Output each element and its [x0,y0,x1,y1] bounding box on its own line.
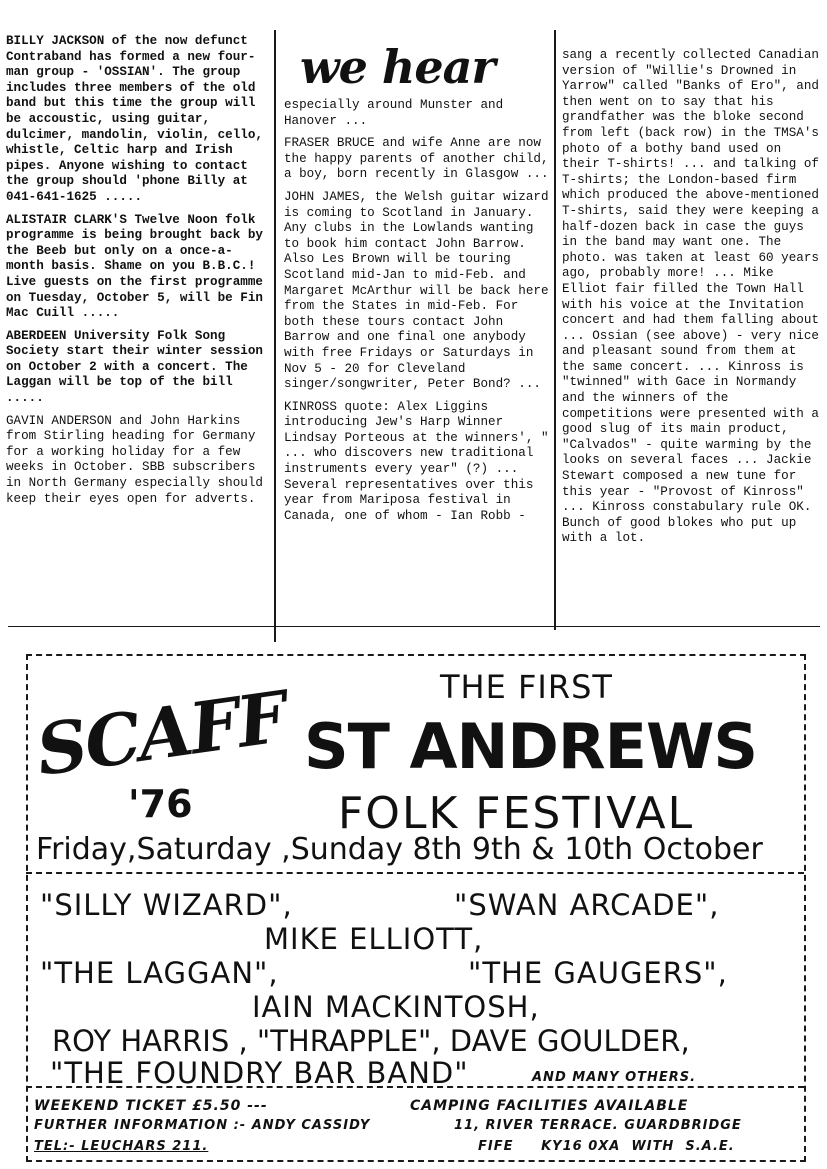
news-item-billy-jackson: BILLY JACKSON of the now defunct Contraband has formed a new four-man group - 'OSSIAN'. The group includes three members of the old band but this time the group will be accoustic, using guitar, dulcimer, mandolin, violin, cello, whistle, Celtic harp and Irish pipes. Anyone wishing to contact the group should 'phone Billy at 041-641-1625 ..... [6,34,263,204]
st-andrews-title: ST ANDREWS [304,710,758,783]
column-three [562,48,824,554]
festival-dates: Friday,Saturday ,Sunday 8th 9th & 10th October [36,832,763,867]
news-item-fraser-bruce: FRASER BRUCE and wife Anne are now the happy parents of another child, a boy, born recently in Glasgow ... [284,136,549,182]
contact-telephone: TEL:- LEUCHARS 211. [34,1139,209,1154]
act-silly-wizard: "SILLY WIZARD", [40,888,293,922]
column-one [6,34,270,514]
news-item-kinross: KINROSS quote: Alex Liggins introducing Jew's Harp Winner Lindsay Porteous at the winners', " ... who discovers new traditional instruments every year" (?) ... Several representatives over this year from Mariposa festival in Canada, one of whom - Ian Robb - [284,399,549,523]
news-item-gavin-anderson: GAVIN ANDERSON and John Harkins from Stirling heading for Germany for a working holiday for a few weeks in October. SBB subscribers in North Germany especially should keep their eyes open for adverts. [6,413,263,506]
the-first-label: THE FIRST [440,668,613,706]
year-label: '76 [128,782,193,826]
scaff-logo: SCAFF [31,675,291,792]
folk-festival-title: FOLK FESTIVAL [338,788,695,839]
we-hear-heading: we hear [300,40,495,94]
news-item-kinross-continued: sang a recently collected Canadian version of "Willie's Drowned in Yarrow" called "Banks of Ero", and then went on to say that his grandfather was the bloke second from left (back row) in the TMSA's photo of a bothy band used on their T-shirts! ... and talking of T-shirts; the London-based firm which produced the above-mentioned T-shirts, said they were keeping a half-dozen back in case the guys in the band may want one. The photo. was taken at least 60 years ago, probably more! ... Mike Elliot fair filled the Town Hall with his voice at the Invitation concert and had them falling about ... Ossian (see above) - very nice and pleasant sound from them at the same concert. ... Kinross is "twinned" with Gace in Normandy and the winners of the competitions were presented with a good slug of its main product, "Calvados" - quite warming by the looks on several faces ... Jackie Stewart composed a new tune for this year - "Provost of Kinross" ... Kinross constabulary rule OK. Bunch of good blokes who put up with a lot. [562,48,819,546]
poster-divider-top [26,872,804,874]
act-foundry-bar-band: "THE FOUNDRY BAR BAND" [50,1056,469,1090]
news-item-john-james: JOHN JAMES, the Welsh guitar wizard is coming to Scotland in January. Any clubs in the Lowlands wanting to book him contact John Barrow. Also Les Brown will be touring Scotland mid-Jan to mid-Feb. and Margaret McArthur will be back here from the States in mid-Feb. For both these tours contact John Barrow and one final one anybody with free Fridays or Saturdays in Nov 5 - 20 for Cleveland singer/songwriter, Peter Bond? ... [284,189,549,392]
news-item-munster: especially around Munster and Hanover ... [284,98,504,128]
news-item-alistair-clark: ALISTAIR CLARK'S Twelve Noon folk programme is being brought back by the Beeb but only on a once-a-month basis. Shame on you B.B.C.! Live guests on the first programme on Tuesday, October 5, will be Fin Mac Cuill ..... [6,212,263,321]
section-rule [8,626,820,627]
camping-info: CAMPING FACILITIES AVAILABLE [410,1098,689,1114]
act-roy-harris-thrapple-dave-goulder: ROY HARRIS , "THRAPPLE", DAVE GOULDER, [52,1024,690,1058]
news-item-aberdeen: ABERDEEN University Folk Song Society start their winter session on October 2 with a concert. The Laggan will be top of the bill ..... [6,328,263,406]
column-two [284,34,550,531]
act-iain-mackintosh: IAIN MACKINTOSH, [252,990,540,1024]
and-many-others-label: AND MANY OTHERS. [532,1070,697,1085]
column-divider-right [554,30,556,630]
contact-postcode: FIFE KY16 0XA WITH S.A.E. [478,1139,735,1154]
weekend-ticket-info: WEEKEND TICKET £5.50 --- [34,1098,268,1114]
further-information: FURTHER INFORMATION :- ANDY CASSIDY [34,1118,371,1133]
column-divider-left [274,30,276,642]
act-mike-elliott: MIKE ELLIOTT, [264,922,484,956]
contact-address: 11, RIVER TERRACE. GUARDBRIDGE [454,1118,742,1133]
act-the-gaugers: "THE GAUGERS", [468,956,728,990]
act-swan-arcade: "SWAN ARCADE", [454,888,720,922]
act-the-laggan: "THE LAGGAN", [40,956,279,990]
